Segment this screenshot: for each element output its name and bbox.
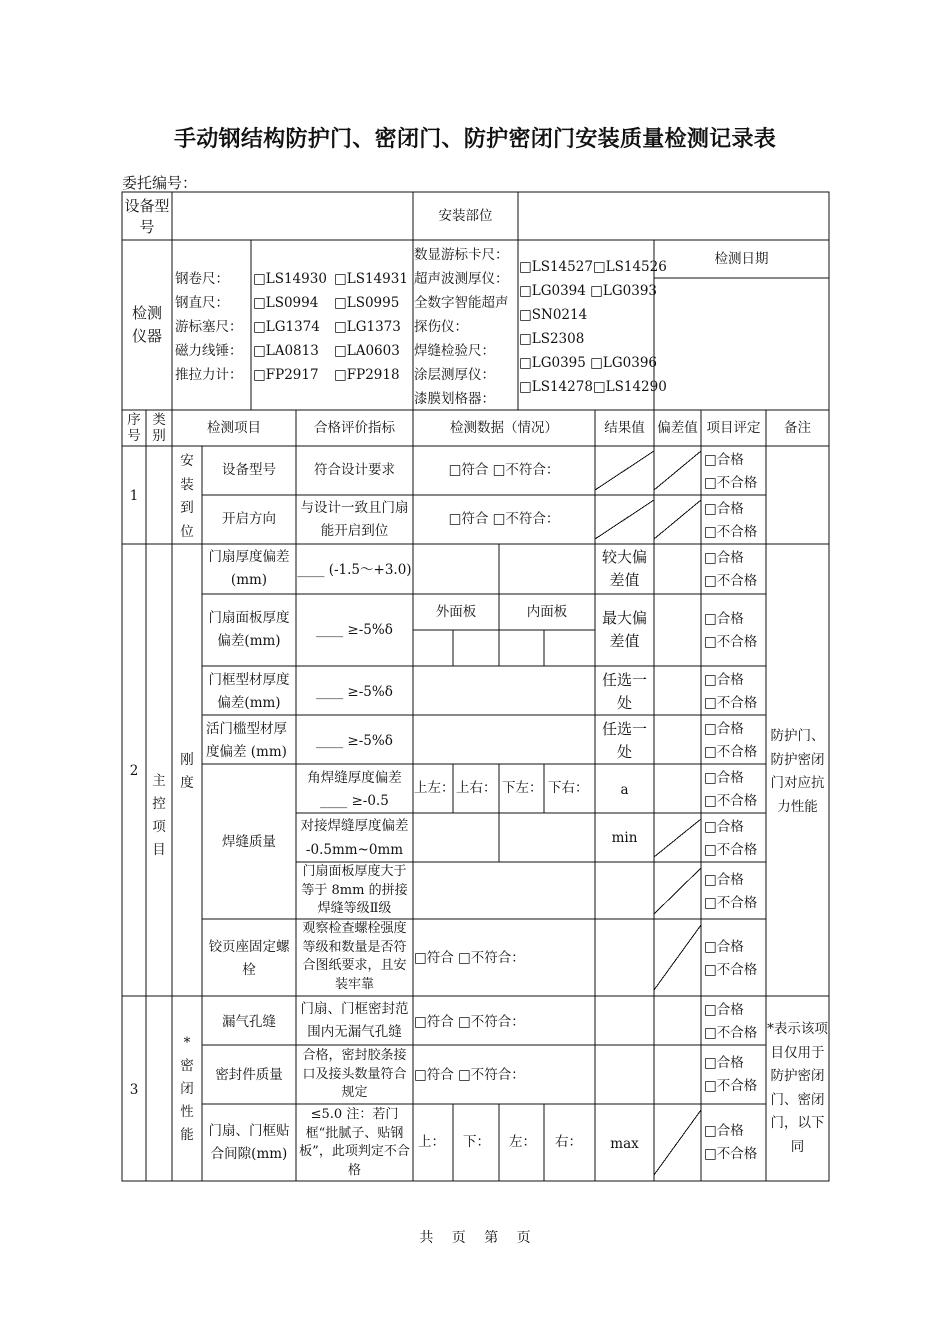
instr-code-b: □LA0603 xyxy=(334,343,400,359)
weld-pos-upper-right: 上右： xyxy=(456,780,497,796)
crit-sill-thickness: ____ ≥-5%δ xyxy=(316,733,393,749)
rating-fail: □不合格 xyxy=(704,962,758,978)
sec2-category: 刚度 xyxy=(180,752,194,791)
instr-code-right: □SN0214 xyxy=(519,307,588,323)
hinge-bolt-label: 铰页座固定螺栓 xyxy=(208,939,290,978)
instr-code-a: □LA0813 xyxy=(253,343,319,359)
instr-caliper: 数显游标卡尺： xyxy=(414,247,509,263)
instr-code-a: □FP2917 xyxy=(253,367,319,383)
sec1-seq: 1 xyxy=(129,488,139,504)
rating-pass: □合格 xyxy=(704,452,744,468)
sec1-crit-direction: 与设计一致且门扇能开启到位 xyxy=(300,500,409,539)
instr-code-a: □LS0994 xyxy=(253,295,319,311)
inner-panel-label: 内面板 xyxy=(526,604,568,620)
instr-force: 推拉力计： xyxy=(175,367,243,383)
crit-panel-thickness: ____ ≥-5%δ xyxy=(316,622,393,638)
instr-code-right: □LG0395 □LG0396 xyxy=(519,355,658,371)
instr-tape: 钢卷尺： xyxy=(175,271,229,287)
weld-butt-result: min xyxy=(611,830,638,846)
instr-code-b: □LG1373 xyxy=(334,319,401,335)
instr-flaw-1: 全数字智能超声 xyxy=(414,295,509,311)
sec1-data-model: □符合 □不符合： xyxy=(448,462,560,478)
fit-gap-criteria: ≤5.0 注：若门框“批腻子、贴钢板”，此项判定不合格 xyxy=(299,1107,410,1178)
test-date-label: 检测日期 xyxy=(714,251,769,267)
weld-pos-upper-left: 上左： xyxy=(414,780,455,796)
rating-pass: □合格 xyxy=(704,550,744,566)
rating-pass: □合格 xyxy=(704,1055,744,1071)
sec1-data-direction: □符合 □不符合： xyxy=(448,511,560,527)
instr-ruler: 钢直尺： xyxy=(175,295,229,311)
instr-code-a: □LG1374 xyxy=(253,319,320,335)
fit-gap-result: max xyxy=(610,1136,639,1152)
instr-code-right: □LS14527□LS14526 xyxy=(519,259,667,275)
instr-weld-gauge: 焊缝检验尺： xyxy=(414,343,495,359)
sec1-item-direction: 开启方向 xyxy=(222,511,276,527)
seal-quality-label: 密封件质量 xyxy=(215,1067,283,1083)
rating-fail: □不合格 xyxy=(704,793,758,809)
item-sill-thickness: 活门槛型材厚度偏差 (mm) xyxy=(206,721,287,760)
col-deviation: 偏差值 xyxy=(657,420,698,436)
instr-code-right: □LS2308 xyxy=(519,331,585,347)
rating-fail: □不合格 xyxy=(704,475,758,491)
sec3-category: *密闭性能 xyxy=(180,1035,194,1143)
sec1-crit-model: 符合设计要求 xyxy=(314,462,395,478)
hinge-bolt-criteria: 观察检查螺栓强度等级和数量是否符合图纸要求，且安装牢靠 xyxy=(302,921,407,992)
rating-pass: □合格 xyxy=(704,1123,744,1139)
rating-fail: □不合格 xyxy=(704,524,758,540)
weld-pos-lower-right: 下右： xyxy=(548,780,589,796)
item-leaf-thickness: 门扇厚度偏差(mm) xyxy=(208,549,290,588)
instr-code-a: □LS14930 xyxy=(253,271,327,287)
res-leaf-thickness: 较大偏差值 xyxy=(601,548,647,589)
instr-code-b: □FP2918 xyxy=(334,367,400,383)
instr-ultrasonic: 超声波测厚仪： xyxy=(414,271,509,287)
instr-code-b: □LS0995 xyxy=(334,295,400,311)
item-frame-thickness: 门框型材厚度偏差(mm) xyxy=(208,672,290,711)
instr-coating: 涂层测厚仪： xyxy=(414,367,495,383)
instr-crosshatch: 漆膜划格器： xyxy=(414,391,495,407)
col-remark: 备注 xyxy=(784,420,811,436)
instruments-label: 检测仪器 xyxy=(131,304,162,345)
weld-pos-lower-left: 下左： xyxy=(502,780,543,796)
sec2-remark: 防护门、防护密闭门对应抗力性能 xyxy=(770,728,825,815)
weld-splice-criteria: 门扇面板厚度大于等于 8mm 的拼接焊缝等级Ⅱ级 xyxy=(301,864,408,916)
instr-code-right: □LG0394 □LG0393 xyxy=(519,283,658,299)
rating-pass: □合格 xyxy=(704,672,744,688)
sec3-seq: 3 xyxy=(129,1082,139,1098)
install-location-label: 安装部位 xyxy=(438,208,493,224)
rating-pass: □合格 xyxy=(704,872,744,888)
rating-fail: □不合格 xyxy=(704,695,758,711)
weld-quality-label: 焊缝质量 xyxy=(222,834,276,850)
fit-gap-label: 门扇、门框贴合间隙(mm) xyxy=(208,1123,290,1162)
instr-code-right: □LS14278□LS14290 xyxy=(519,379,667,395)
rating-pass: □合格 xyxy=(704,501,744,517)
commission-number-label: 委托编号： xyxy=(122,174,198,192)
rating-pass: □合格 xyxy=(704,939,744,955)
rating-fail: □不合格 xyxy=(704,895,758,911)
instr-code-b: □LS14931 xyxy=(334,271,408,287)
instr-feeler: 游标塞尺： xyxy=(175,319,243,335)
sec1-item-model: 设备型号 xyxy=(222,462,276,478)
seal-quality-criteria: 合格，密封胶条接口及接头数量符合规定 xyxy=(302,1048,407,1100)
rating-pass: □合格 xyxy=(704,819,744,835)
res-frame-thickness: 任选一处 xyxy=(601,671,647,712)
weld-fillet-result: a xyxy=(620,782,629,798)
rating-pass: □合格 xyxy=(704,1002,744,1018)
gap-pos-bottom: 下： xyxy=(463,1134,490,1150)
rating-fail: □不合格 xyxy=(704,1025,758,1041)
res-sill-thickness: 任选一处 xyxy=(601,720,647,761)
res-panel-thickness: 最大偏差值 xyxy=(601,609,647,650)
col-category: 类别 xyxy=(152,412,166,444)
leak-gap-data: □符合 □不符合： xyxy=(414,1014,525,1030)
col-criteria: 合格评价指标 xyxy=(314,420,395,436)
equipment-model-label: 设备型号 xyxy=(124,197,170,236)
rating-fail: □不合格 xyxy=(704,573,758,589)
gap-pos-right: 右： xyxy=(555,1134,582,1150)
crit-leaf-thickness: ____ (-1.5〜+3.0) xyxy=(297,562,412,578)
gap-pos-top: 上： xyxy=(418,1134,445,1150)
instr-plumb: 磁力线锤： xyxy=(175,343,243,359)
rating-pass: □合格 xyxy=(704,770,744,786)
page-footer: 共 页 第 页 xyxy=(419,1230,531,1246)
hinge-bolt-data: □符合 □不符合： xyxy=(414,950,525,966)
rating-fail: □不合格 xyxy=(704,1146,758,1162)
rating-fail: □不合格 xyxy=(704,842,758,858)
gap-pos-left: 左： xyxy=(509,1134,536,1150)
sec2-seq: 2 xyxy=(129,763,139,779)
crit-frame-thickness: ____ ≥-5%δ xyxy=(316,684,393,700)
rating-fail: □不合格 xyxy=(704,1078,758,1094)
item-panel-thickness: 门扇面板厚度偏差(mm) xyxy=(208,610,290,649)
rating-fail: □不合格 xyxy=(704,634,758,650)
sec2-main-control: 主控项目 xyxy=(152,773,166,858)
instr-flaw-2: 探伤仪： xyxy=(414,319,468,335)
leak-gap-label: 漏气孔缝 xyxy=(222,1014,276,1030)
rating-pass: □合格 xyxy=(704,611,744,627)
sec1-category: 安装到位 xyxy=(180,453,194,540)
seal-quality-data: □符合 □不符合： xyxy=(414,1067,525,1083)
col-rating: 项目评定 xyxy=(706,420,761,436)
leak-gap-criteria: 门扇、门框密封范围内无漏气孔缝 xyxy=(300,1001,409,1040)
col-result: 结果值 xyxy=(604,420,645,436)
outer-panel-label: 外面板 xyxy=(435,604,477,620)
rating-pass: □合格 xyxy=(704,721,744,737)
col-seq: 序号 xyxy=(127,412,141,444)
rating-fail: □不合格 xyxy=(704,744,758,760)
weld-butt-criteria: -0.5mm~0mm xyxy=(305,842,404,858)
col-data: 检测数据（情况） xyxy=(450,420,558,436)
page-title: 手动钢结构防护门、密闭门、防护密闭门安装质量检测记录表 xyxy=(173,127,777,152)
col-item: 检测项目 xyxy=(207,420,261,436)
weld-fillet-criteria: ____ ≥-0.5 xyxy=(320,793,389,809)
sec3-remark: *表示该项目仅用于防护密闭门、密闭门，以下同 xyxy=(767,1021,828,1155)
weld-fillet-label: 角焊缝厚度偏差 xyxy=(307,770,402,786)
weld-butt-label: 对接焊缝厚度偏差 xyxy=(300,818,409,834)
